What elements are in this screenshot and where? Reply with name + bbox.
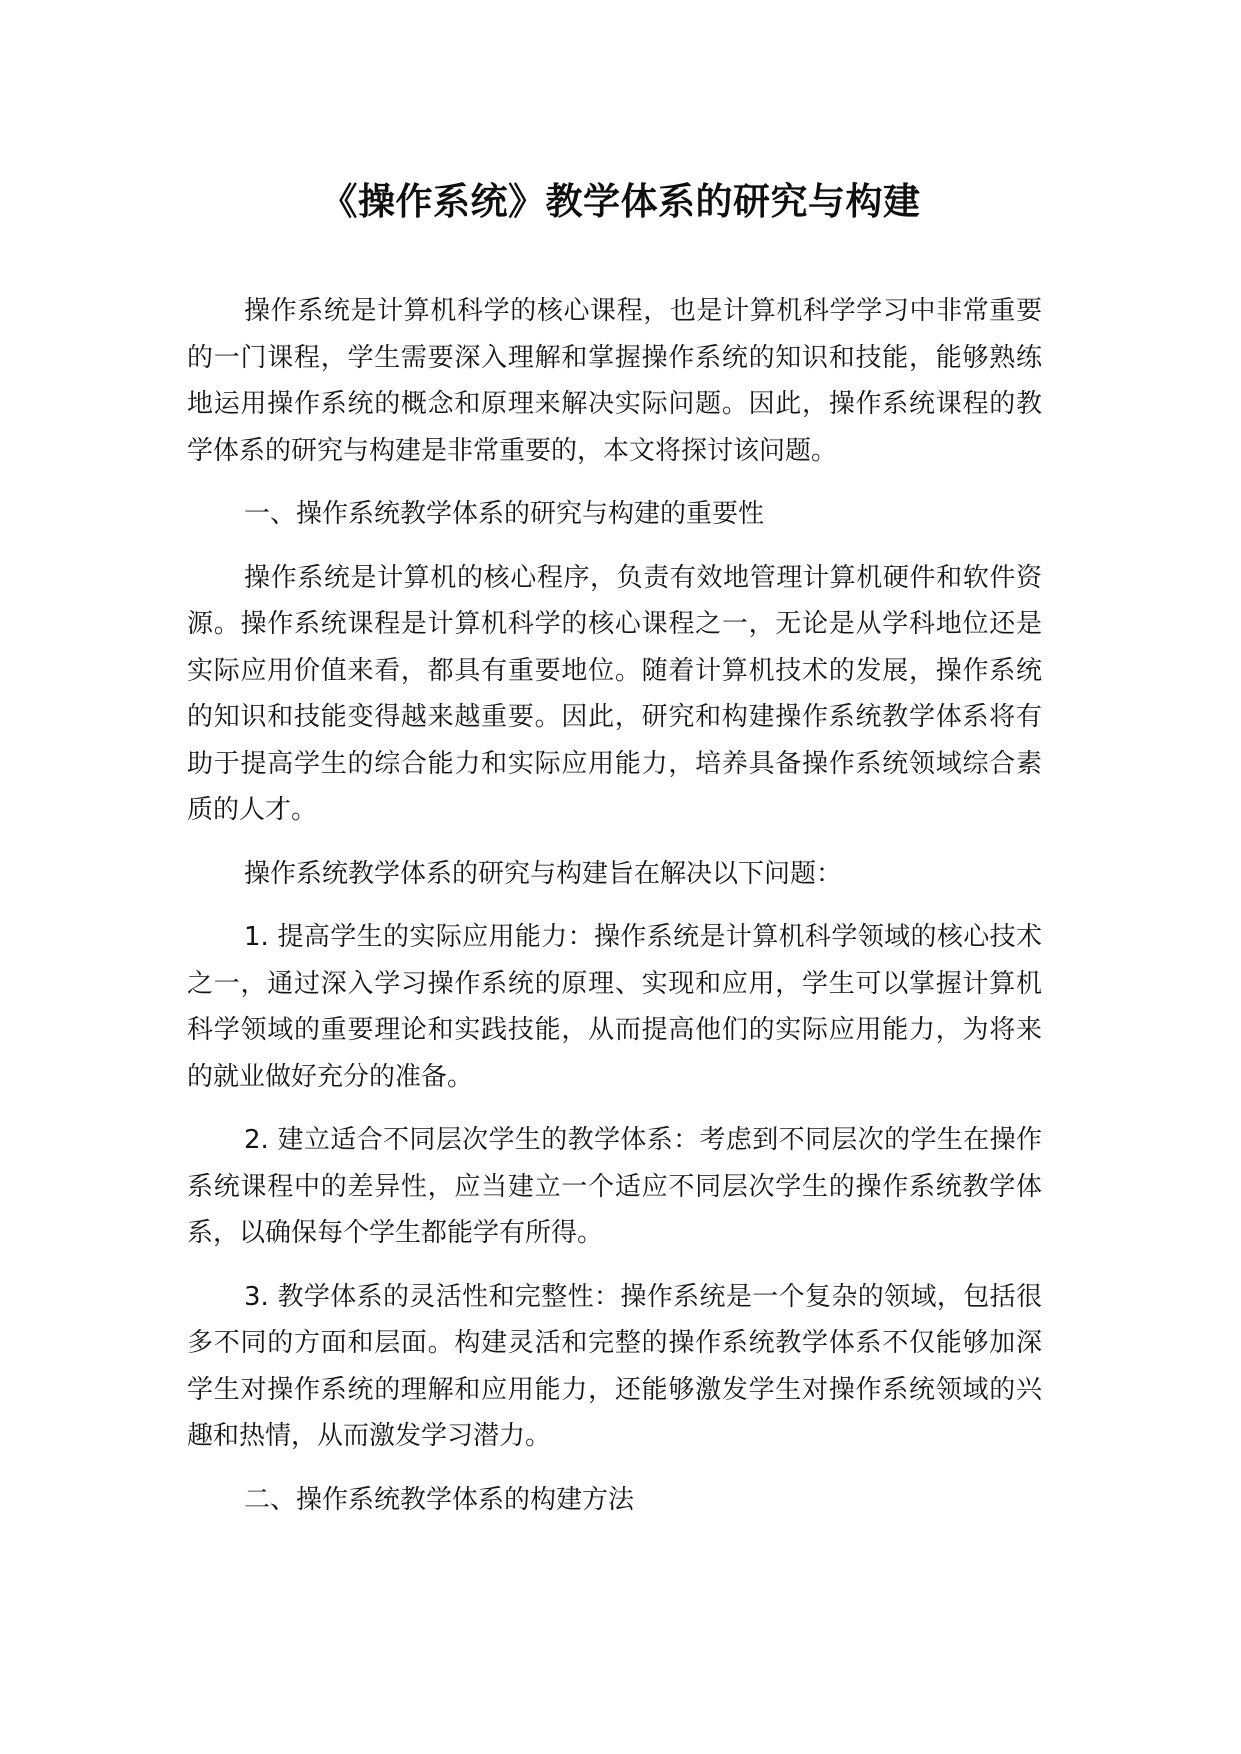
list-item-2: 2. 建立适合不同层次学生的教学体系：考虑到不同层次的学生在操作系统课程中的差异性，应当建立一个适应不同层次学生的操作系统教学体系，以确保每个学生都能学有所得。 bbox=[187, 1125, 1042, 1248]
list-item-3: 3. 教学体系的灵活性和完整性：操作系统是一个复杂的领域，包括很多不同的方面和层面。构建灵活和完整的操作系统教学体系不仅能够加深学生对操作系统的理解和应用能力，还能够激发学生对操作系统领域的兴趣和热情，从而激发学习潜力。 bbox=[187, 1281, 1042, 1451]
section-heading-2: 二、操作系统教学体系的构建方法 bbox=[244, 1484, 635, 1515]
intro-paragraph: 操作系统是计算机科学的核心课程，也是计算机科学学习中非常重要的一门课程，学生需要深入理解和掌握操作系统的知识和技能，能够熟练地运用操作系统的概念和原理来解决实际问题。因此，操作系统课程的教学体系的研究与构建是非常重要的，本文将探讨该问题。 bbox=[187, 296, 1042, 466]
section-heading-1: 一、操作系统教学体系的研究与构建的重要性 bbox=[244, 499, 765, 529]
list-item-1: 1. 提高学生的实际应用能力：操作系统是计算机科学领域的核心技术之一，通过深入学习操作系统的原理、实现和应用，学生可以掌握计算机科学领域的重要理论和实践技能，从而提高他们的实际应用能力，为将来的就业做好充分的准备。 bbox=[187, 922, 1042, 1092]
document-title: 《操作系统》教学体系的研究与构建 bbox=[320, 180, 921, 223]
document-body bbox=[187, 288, 1042, 1540]
problems-intro-paragraph: 操作系统教学体系的研究与构建旨在解决以下问题： bbox=[244, 858, 843, 889]
importance-paragraph: 操作系统是计算机的核心程序，负责有效地管理计算机硬件和软件资源。操作系统课程是计算机科学的核心课程之一，无论是从学科地位还是实际应用价值来看，都具有重要地位。随着计算机技术的发展，操作系统的知识和技能变得越来越重要。因此，研究和构建操作系统教学体系将有助于提高学生的综合能力和实际应用能力，培养具备操作系统领域综合素质的人才。 bbox=[187, 562, 1042, 825]
